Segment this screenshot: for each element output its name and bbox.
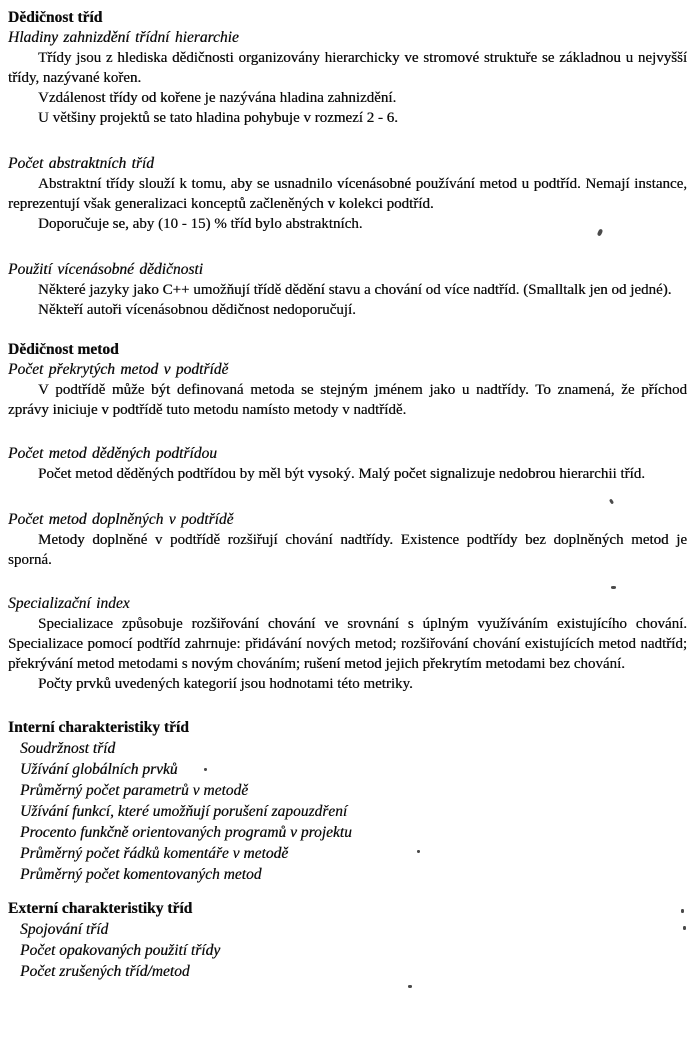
list-item: Spojování tříd xyxy=(20,921,109,938)
list-item: Průměrný počet komentovaných metod xyxy=(20,866,262,883)
paragraph: Některé jazyky jako C++ umožňují třídě dědění stavu a chování od více nadtříd. (Smalltalk jen od jedné). xyxy=(38,282,672,298)
scan-speck xyxy=(681,909,684,913)
paragraph: Počet metod děděných podtřídou by měl být vysoký. Malý počet signalizuje nedobrou hierarchii tříd. xyxy=(38,466,645,482)
subsection-title-hladiny-zahnizdeni: Hladiny zahnizdění třídní hierarchie xyxy=(8,29,239,46)
paragraph: Počty prvků uvedených kategorií jsou hodnotami této metriky. xyxy=(38,676,413,692)
scan-speck xyxy=(417,850,420,853)
paragraph: Vzdálenost třídy od kořene je nazývána hladina zahnizdění. xyxy=(38,90,397,106)
metric-list-interni xyxy=(8,738,687,885)
paragraph: U většiny projektů se tato hladina pohybuje v rozmezí 2 - 6. xyxy=(38,110,398,126)
paragraph: Metody doplněné v podtřídě rozšiřují chování nadtřídy. Existence podtřídy bez doplněných metod je sporná. xyxy=(8,532,687,568)
subsection-title-specializacni-index: Specializační index xyxy=(8,595,130,612)
scan-speck xyxy=(204,768,207,771)
subsection-title-pocet-abstraktnich-trid: Počet abstraktních tříd xyxy=(8,155,154,172)
scan-speck xyxy=(408,985,412,988)
subsection-title-pouziti-vicenasobne-dedicnosti: Použití vícenásobné dědičnosti xyxy=(8,261,203,278)
subsection-title-pocet-prekrytych-metod: Počet překrytých metod v podtřídě xyxy=(8,361,229,378)
list-item: Užívání globálních prvků xyxy=(20,761,178,778)
metric-list-externi xyxy=(8,919,687,982)
list-item: Počet zrušených tříd/metod xyxy=(20,963,190,980)
scan-speck xyxy=(611,586,616,589)
paragraph: Specializace způsobuje rozšiřování chování ve srovnání s úplným využíváním existujícího chování. Specializace pomocí podtříd zahrnuje: přidávání nových metod; rozšiřování chování existujících metod nadtříd; překrývání metod metodami s novým chováním; rušení metod jejich překrytím metodami bez chování. xyxy=(8,616,687,672)
paragraph: Abstraktní třídy slouží k tomu, aby se usnadnilo vícenásobné používání metod u podtříd. Nemají instance, reprezentují však generalizaci konceptů začleněných v kolekci podtříd. xyxy=(8,176,687,212)
list-item: Soudržnost tříd xyxy=(20,740,116,757)
list-item: Počet opakovaných použití třídy xyxy=(20,942,221,959)
paragraph: Třídy jsou z hlediska dědičnosti organizovány hierarchicky ve stromové struktuře se základnou u nejvyšší třídy, nazývané kořen. xyxy=(8,50,687,86)
paragraph: V podtřídě může být definovaná metoda se stejným jménem jako u nadtřídy. To znamená, že příchod zprávy iniciuje v podtřídě tuto metodu namísto metody v nadtřídě. xyxy=(8,382,687,418)
section-heading-externi-charakteristiky: Externí charakteristiky tříd xyxy=(8,900,193,917)
subsection-title-pocet-metod-dedenych: Počet metod děděných podtřídou xyxy=(8,445,217,462)
scan-speck xyxy=(683,926,686,930)
section-heading-dedicnost-trid: Dědičnost tříd xyxy=(8,9,103,26)
section-heading-dedicnost-metod: Dědičnost metod xyxy=(8,341,119,358)
paragraph: Někteří autoři vícenásobnou dědičnost nedoporučují. xyxy=(38,302,356,318)
list-item: Užívání funkcí, které umožňují porušení zapouzdření xyxy=(20,803,348,820)
list-item: Průměrný počet řádků komentáře v metodě xyxy=(20,845,289,862)
paragraph: Doporučuje se, aby (10 - 15) % tříd bylo abstraktních. xyxy=(38,216,363,232)
list-item: Průměrný počet parametrů v metodě xyxy=(20,782,249,799)
section-heading-interni-charakteristiky: Interní charakteristiky tříd xyxy=(8,719,189,736)
list-item: Procento funkčně orientovaných programů v projektu xyxy=(20,824,352,841)
scan-speck xyxy=(609,499,614,505)
subsection-title-pocet-metod-doplnenych: Počet metod doplněných v podtřídě xyxy=(8,511,234,528)
